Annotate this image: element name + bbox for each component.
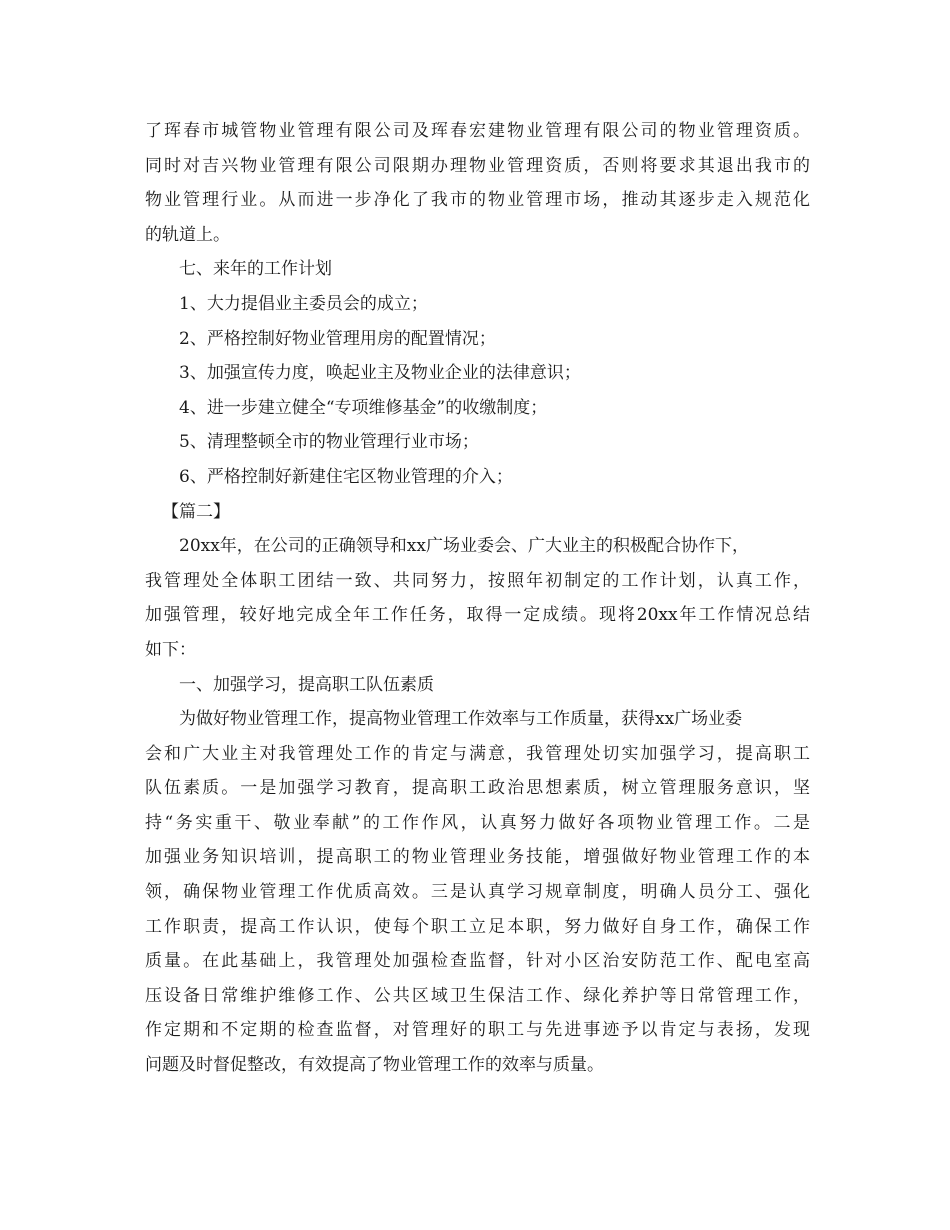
part-heading: 【篇二】 <box>162 501 230 522</box>
plan-item: 6、严格控制好新建住宅区物业管理的介入； <box>179 466 513 487</box>
text-line: 20xx年，在公司的正确领导和xx广场业委会、广大业主的积极配合协作下， <box>179 536 749 557</box>
plan-item: 1、大力提倡业主委员会的成立； <box>179 293 428 314</box>
text-line: 作定期和不定期的检查监督，对管理好的职工与先进事迹予以肯定与表扬，发现 <box>145 1020 810 1041</box>
section-heading: 一、加强学习，提高职工队伍素质 <box>179 674 434 695</box>
text-line: 如下： <box>145 639 196 660</box>
plan-item: 3、加强宣传力度，唤起业主及物业企业的法律意识； <box>179 363 581 384</box>
text-line: 加强业务知识培训，提高职工的物业管理业务技能，增强做好物业管理工作的本 <box>145 847 810 868</box>
text-line: 同时对吉兴物业管理有限公司限期办理物业管理资质，否则将要求其退出我市的 <box>145 155 810 176</box>
text-line: 了珲春市城管物业管理有限公司及珲春宏建物业管理有限公司的物业管理资质。 <box>145 121 810 141</box>
text-line: 质量。在此基础上，我管理处加强检查监督，针对小区治安防范工作、配电室高 <box>145 951 810 972</box>
document-body <box>145 114 810 1083</box>
text-line: 领，确保物业管理工作优质高效。三是认真学习规章制度，明确人员分工、强化 <box>145 882 810 903</box>
text-line: 工作职责，提高工作认识，使每个职工立足本职，努力做好自身工作，确保工作 <box>145 916 810 937</box>
text-line: 加强管理，较好地完成全年工作任务，取得一定成绩。现将20xx年工作情况总结 <box>145 605 810 626</box>
text-line: 我管理处全体职工团结一致、共同努力，按照年初制定的工作计划，认真工作， <box>145 570 810 591</box>
text-line: 为做好物业管理工作，提高物业管理工作效率与工作质量，获得xx广场业委 <box>179 709 743 730</box>
text-line: 问题及时督促整改，有效提高了物业管理工作的效率与质量。 <box>145 1055 604 1076</box>
text-line: 的轨道上。 <box>145 224 230 245</box>
plan-item: 2、严格控制好物业管理用房的配置情况； <box>179 328 496 349</box>
section-heading: 七、来年的工作计划 <box>179 259 332 280</box>
text-line: 压设备日常维护维修工作、公共区域卫生保洁工作、绿化养护等日常管理工作， <box>145 985 810 1006</box>
text-line: 持“务实重干、敬业奉献”的工作作风，认真努力做好各项物业管理工作。二是 <box>145 812 810 833</box>
text-line: 队伍素质。一是加强学习教育，提高职工政治思想素质，树立管理服务意识，坚 <box>145 778 810 799</box>
text-line: 物业管理行业。从而进一步净化了我市的物业管理市场，推动其逐步走入规范化 <box>145 190 810 211</box>
plan-item: 5、清理整顿全市的物业管理行业市场； <box>179 432 479 453</box>
text-line: 会和广大业主对我管理处工作的肯定与满意，我管理处切实加强学习，提高职工 <box>145 743 810 764</box>
plan-item: 4、进一步建立健全“专项维修基金”的收缴制度； <box>179 397 548 418</box>
